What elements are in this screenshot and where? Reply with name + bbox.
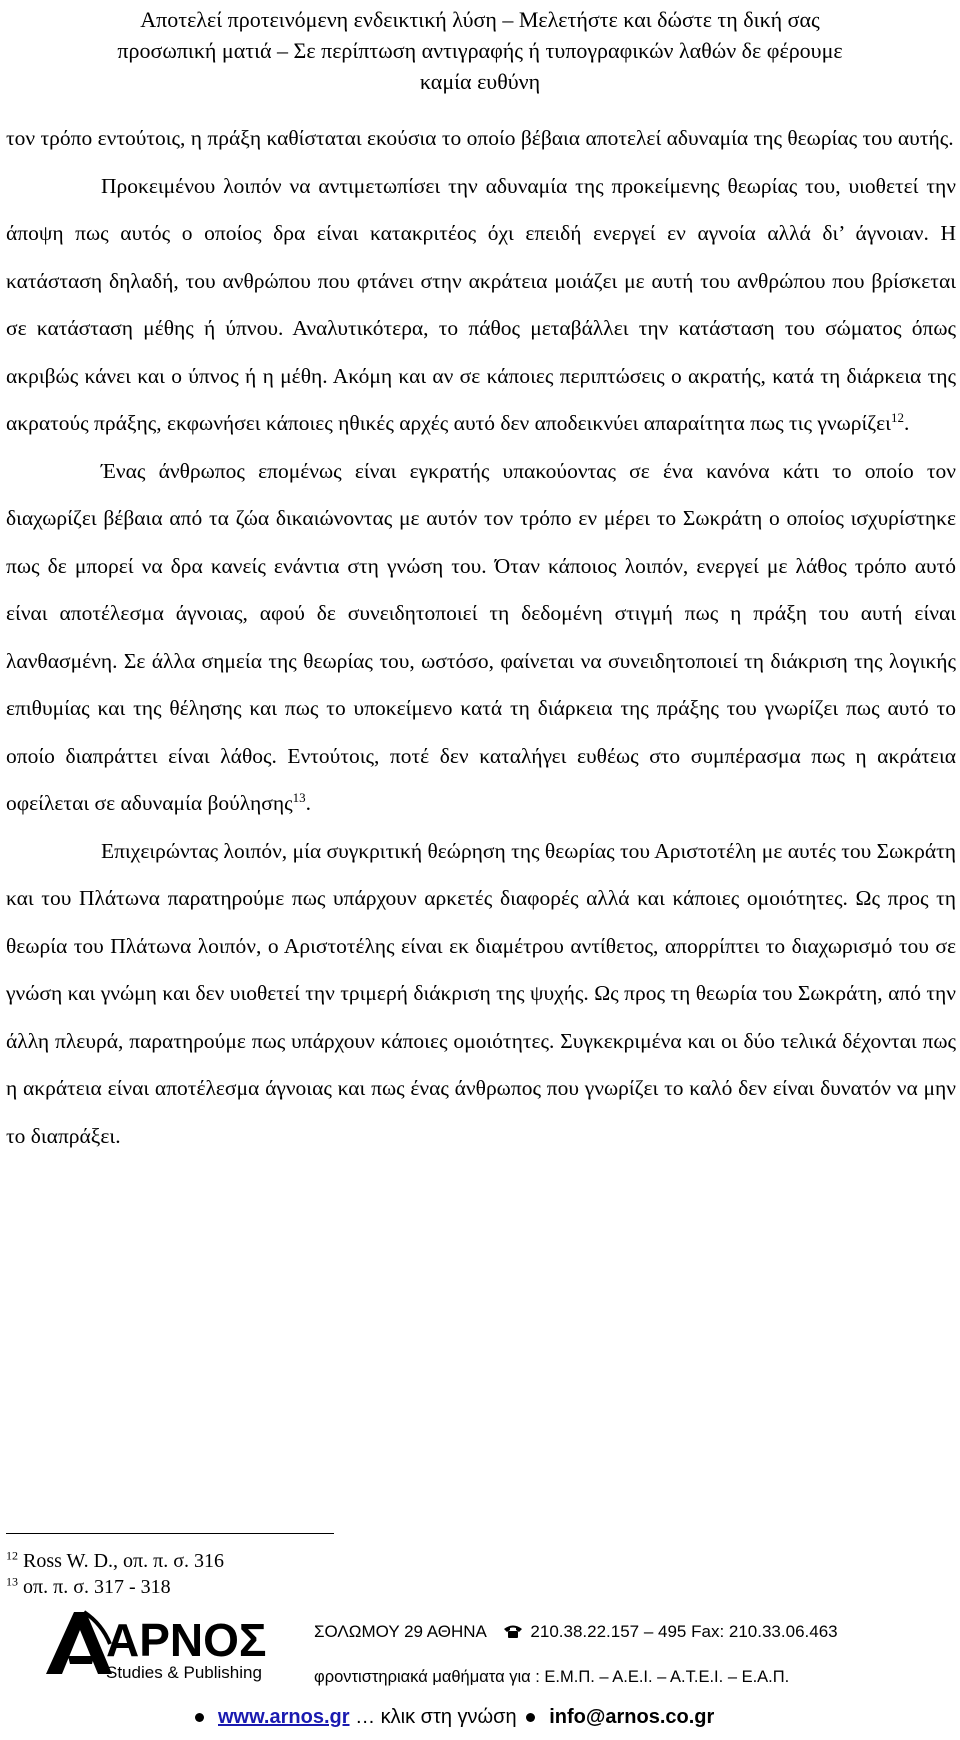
page-header [0,4,960,97]
footnote-13 [6,1574,406,1600]
telephone-icon [503,1623,523,1643]
arnos-logo-icon [40,1604,292,1686]
paragraph-3-text: Ένας άνθρωπος επομένως είναι εγκρατής υπακούοντας σε ένα κανόνα κάτι το οποίο τον διαχωρίζει βέβαια από τα ζώα δικαιώνοντας με αυτόν τον τρόπο εν μέρει το Σωκράτη ο οποίος ισχυρίστηκε πως δε μπορεί να δρα κανείς ενάντια στη γνώση του. Όταν κάποιος λοιπόν, ενεργεί με λάθος τρόπο αυτό είναι αποτέλεσμα άγνοιας, αφού δε συνειδητοποιεί τη δεδομένη στιγμή πως η πράξη του αυτή είναι λανθασμένη. Σε άλλα σημεία της θεωρίας του, ωστόσο, φαίνεται να συνειδητοποιεί τη διάκριση της λογικής επιθυμίας και της θέλησης και πως το υποκείμενο κατά τη διάρκεια της πράξης του γνωρίζει πως αυτό το οποίο διαπράττει είναι λάθος. Εντούτοις, ποτέ δεν καταλήγει ευθέως στο συμπέρασμα πως η ακράτεια οφείλεται σε αδυναμία βούλησης [6,458,956,815]
slogan: … κλικ στη γνώση [349,1706,523,1728]
logo-name: ΑΡΝΟΣ [106,1614,267,1666]
courses-line: φροντιστηριακά μαθήματα για : Ε.Μ.Π. – Α.Ε.Ι. – Α.Τ.Ε.Ι. – Ε.Α.Π. [314,1668,790,1686]
header-line-3: καμία ευθύνη [419,69,541,94]
paragraph-2-end: . [903,411,910,435]
phone-numbers: 210.38.22.157 – 495 Fax: 210.33.06.463 [530,1622,838,1641]
contact-web-line [195,1706,714,1729]
header-line-2: προσωπική ματιά – Σε περίπτωση αντιγραφής ή τυπογραφικών λαθών δε φέρουμε [117,38,843,63]
footnote-number: 13 [6,1574,18,1589]
footnote-ref-12: 12 [890,409,904,425]
footnote-text: οπ. π. σ. 317 - 318 [23,1576,171,1598]
paragraph-3 [6,448,956,828]
paragraph-3-end: . [305,791,311,815]
contact-address-line [314,1622,838,1643]
email-link[interactable]: info@arnos.co.gr [549,1706,715,1728]
paragraph-2 [6,163,956,448]
footnotes [6,1548,406,1600]
bullet-icon [195,1713,204,1722]
footnote-number: 12 [6,1548,18,1563]
footnote-ref-13: 13 [292,789,306,805]
paragraph-1: τον τρόπο εντούτοις, η πράξη καθίσταται εκούσια το οποίο βέβαια αποτελεί αδυναμία της θεωρίας του αυτής. [6,126,954,150]
paragraph-2-text: Προκειμένου λοιπόν να αντιμετωπίσει την αδυναμία της προκείμενης θεωρίας του, υιοθετεί την άποψη πως αυτός ο οποίος δρα είναι κατακριτέος όχι επειδή ενεργεί εν αγνοία αλλά δι’ άγνοιαν. Η κατάσταση δηλαδή, του ανθρώπου που φτάνει στην ακράτεια μοιάζει με αυτή του ανθρώπου που βρίσκεται σε κατάσταση μέθης ή ύπνου. Αναλυτικότερα, το πάθος μεταβάλλει την κατάσταση του σώματος όπως ακριβώς κάνει και ο ύπνος ή η μέθη. Ακόμη και αν σε κάποιες περιπτώσεις ο ακρατής, κατά τη διάρκεια της ακρατούς πράξης, εκφωνήσει κάποιες ηθικές αρχές αυτό δεν αποδεικνύει απαραίτητα πως τις γνωρίζει [6,173,956,435]
website-link[interactable]: www.arnos.gr [218,1706,350,1728]
bullet-icon [526,1713,535,1722]
logo-tagline: Studies & Publishing [106,1663,262,1682]
arnos-logo [40,1604,292,1686]
footnote-separator [6,1533,334,1534]
footnote-12 [6,1548,406,1574]
body-text [6,115,956,1160]
header-line-1: Αποτελεί προτεινόμενη ενδεικτική λύση – Μελετήστε και δώστε τη δική σας [140,7,820,32]
footnote-text: Ross W. D., οπ. π. σ. 316 [23,1550,225,1572]
address: ΣΟΛΩΜΟΥ 29 ΑΘΗΝΑ [314,1622,486,1641]
paragraph-4: Επιχειρώντας λοιπόν, μία συγκριτική θεώρηση της θεωρίας του Αριστοτέλη με αυτές του Σωκράτη και του Πλάτωνα παρατηρούμε πως υπάρχουν αρκετές διαφορές αλλά και κάποιες ομοιότητες. Ως προς τη θεωρία του Πλάτωνα λοιπόν, ο Αριστοτέλης είναι εκ διαμέτρου αντίθετος, απορρίπτει το διαχωρισμό του σε γνώση και γνώμη και δεν υιοθετεί την τριμερή διάκριση της ψυχής. Ως προς τη θεωρία του Σωκράτη, από την άλλη πλευρά, παρατηρούμε πως υπάρχουν κάποιες ομοιότητες. Συγκεκριμένα και οι δύο τελικά δέχονται πως η ακράτεια είναι αποτέλεσμα άγνοιας και πως ένας άνθρωπος που γνωρίζει το καλό δεν είναι δυνατόν να μην το διαπράξει. [6,838,956,1148]
